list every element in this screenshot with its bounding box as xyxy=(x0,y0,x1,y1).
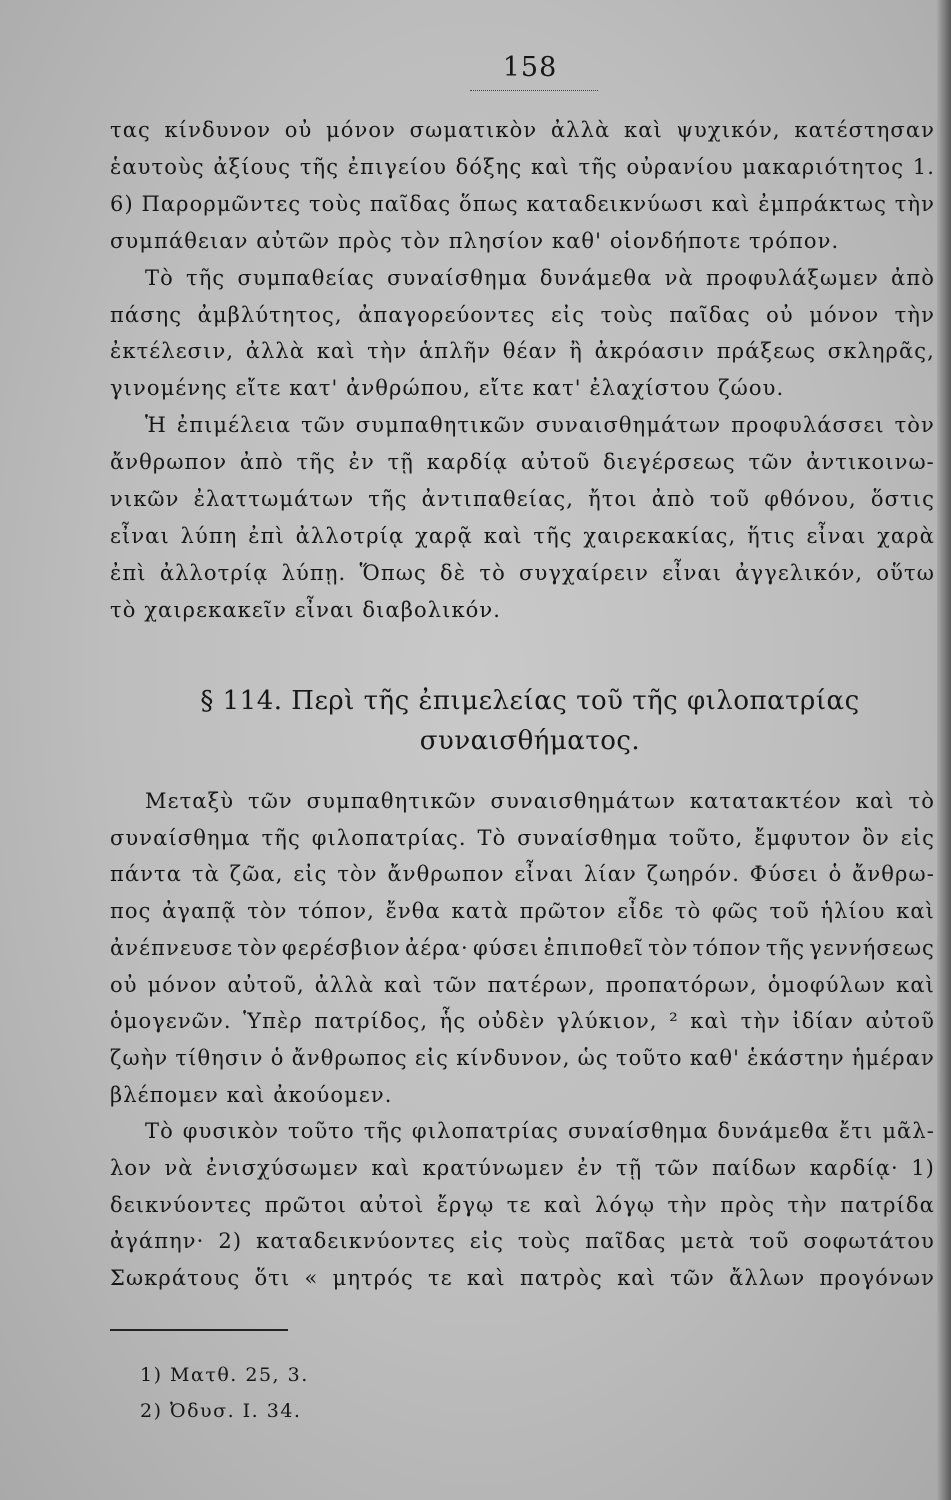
text-line: Τὸ φυσικὸν τοῦτο τῆς φιλοπατρίας συναίσθημα δυνάμεθα ἔτι μᾶλ- xyxy=(145,1119,935,1144)
text-line: βλέπομεν καὶ ἀκούομεν. xyxy=(110,1082,393,1107)
text-line: ἐκτέλεσιν, ἀλλὰ καὶ τὴν ἁπλῆν θέαν ἢ ἀκρόασιν πράξεως σκληρᾶς, xyxy=(110,339,935,364)
page-number-rule xyxy=(470,90,598,91)
footnote-1: 1) Ματθ. 25, 3. xyxy=(140,1364,309,1386)
text-line: τας κίνδυνον οὐ μόνον σωματικὸν ἀλλὰ καὶ ψυχικόν, κατέστησαν xyxy=(110,118,935,142)
page-number: 158 xyxy=(502,52,558,83)
text-line: πάντα τὰ ζῶα, εἰς τὸν ἄνθρωπον εἶναι λίαν ζωηρόν. Φύσει ὁ ἄνθρω- xyxy=(110,862,935,887)
text-line: οὐ μόνον αὐτοῦ, ἀλλὰ καὶ τῶν πατέρων, προπατόρων, ὁμοφύλων καὶ xyxy=(110,972,935,997)
text-line: Ἡ ἐπιμέλεια τῶν συμπαθητικῶν συναισθημάτων προφυλάσσει τὸν xyxy=(145,413,935,438)
text-line: ἐπὶ ἀλλοτρίᾳ λύπῃ. Ὅπως δὲ τὸ συγχαίρειν εἶναι ἀγγελικόν, οὕτω xyxy=(110,560,935,585)
section-heading-line-2: συναισθήματος. xyxy=(419,726,641,756)
text-line: ὁμογενῶν. Ὑπὲρ πατρίδος, ἧς οὐδὲν γλύκιον, ² καὶ τὴν ἰδίαν αὐτοῦ xyxy=(110,1009,935,1034)
text-line: Τὸ τῆς συμπαθείας συναίσθημα δυνάμεθα νὰ προφυλάξωμεν ἀπὸ xyxy=(145,265,935,290)
text-line: ἑαυτοὺς ἀξίους τῆς ἐπιγείου δόξης καὶ τῆς οὐρανίου μακαριότητος 1. xyxy=(110,154,935,179)
text-line: ἀνέπνευσε τὸν φερέσβιον ἀέρα· φύσει ἐπιποθεῖ τὸν τόπον τῆς γεννήσεως xyxy=(110,935,935,960)
text-line: Σωκράτους ὅτι « μητρός τε καὶ πατρὸς καὶ τῶν ἄλλων προγόνων xyxy=(110,1266,935,1291)
footnote-rule xyxy=(110,1329,288,1331)
text-line: τὸ χαιρεκακεῖν εἶναι διαβολικόν. xyxy=(110,597,502,622)
text-line: 6) Παρορμῶντες τοὺς παῖδας ὅπως καταδεικνύωσι καὶ ἐμπράκτως τὴν xyxy=(110,191,935,216)
section-heading-line-1: § 114. Περὶ τῆς ἐπιμελείας τοῦ τῆς φιλοπατρίας xyxy=(200,686,860,716)
text-line: νικῶν ἐλαττωμάτων τῆς ἀντιπαθείας, ἤτοι ἀπὸ τοῦ φθόνου, ὅστις xyxy=(110,487,935,511)
text-line: συμπάθειαν αὐτῶν πρὸς τὸν πλησίον καθ' οἱονδήποτε τρόπον. xyxy=(110,228,840,253)
footnote-2: 2) Ὀδυσ. Ι. 34. xyxy=(140,1400,302,1422)
text-line: ἄνθρωπον ἀπὸ τῆς ἐν τῇ καρδίᾳ αὐτοῦ διεγέρσεως τῶν ἀντικοινω- xyxy=(110,450,935,475)
text-line: δεικνύοντες πρῶτοι αὐτοὶ ἔργῳ τε καὶ λόγῳ τὴν πρὸς τὴν πατρίδα xyxy=(110,1192,935,1217)
text-line: Μεταξὺ τῶν συμπαθητικῶν συναισθημάτων κατατακτέον καὶ τὸ xyxy=(145,789,935,813)
text-line: λον νὰ ἐνισχύσωμεν καὶ κρατύνωμεν ἐν τῇ τῶν παίδων καρδίᾳ· 1) xyxy=(110,1156,935,1180)
text-line: γινομένης εἴτε κατ' ἀνθρώπου, εἴτε κατ' ἐλαχίστου ζώου. xyxy=(110,376,785,401)
text-line: συναίσθημα τῆς φιλοπατρίας. Τὸ συναίσθημα τοῦτο, ἔμφυτον ὂν εἰς xyxy=(110,825,935,850)
text-line: ζωὴν τίθησιν ὁ ἄνθρωπος εἰς κίνδυνον, ὡς τοῦτο καθ' ἑκάστην ἡμέραν xyxy=(110,1045,935,1070)
text-line: πος ἀγαπᾷ τὸν τόπον, ἔνθα κατὰ πρῶτον εἶδε τὸ φῶς τοῦ ἡλίου καὶ xyxy=(110,899,935,924)
text-line: εἶναι λύπη ἐπὶ ἀλλοτρίᾳ χαρᾷ καὶ τῆς χαιρεκακίας, ἥτις εἶναι χαρὰ xyxy=(110,523,935,548)
text-line: ἀγάπην· 2) καταδεικνύοντες εἰς τοὺς παῖδας μετὰ τοῦ σοφωτάτου xyxy=(110,1229,935,1254)
text-line: πάσης ἀμβλύτητος, ἀπαγορεύοντες εἰς τοὺς παῖδας οὐ μόνον τὴν xyxy=(110,302,935,327)
